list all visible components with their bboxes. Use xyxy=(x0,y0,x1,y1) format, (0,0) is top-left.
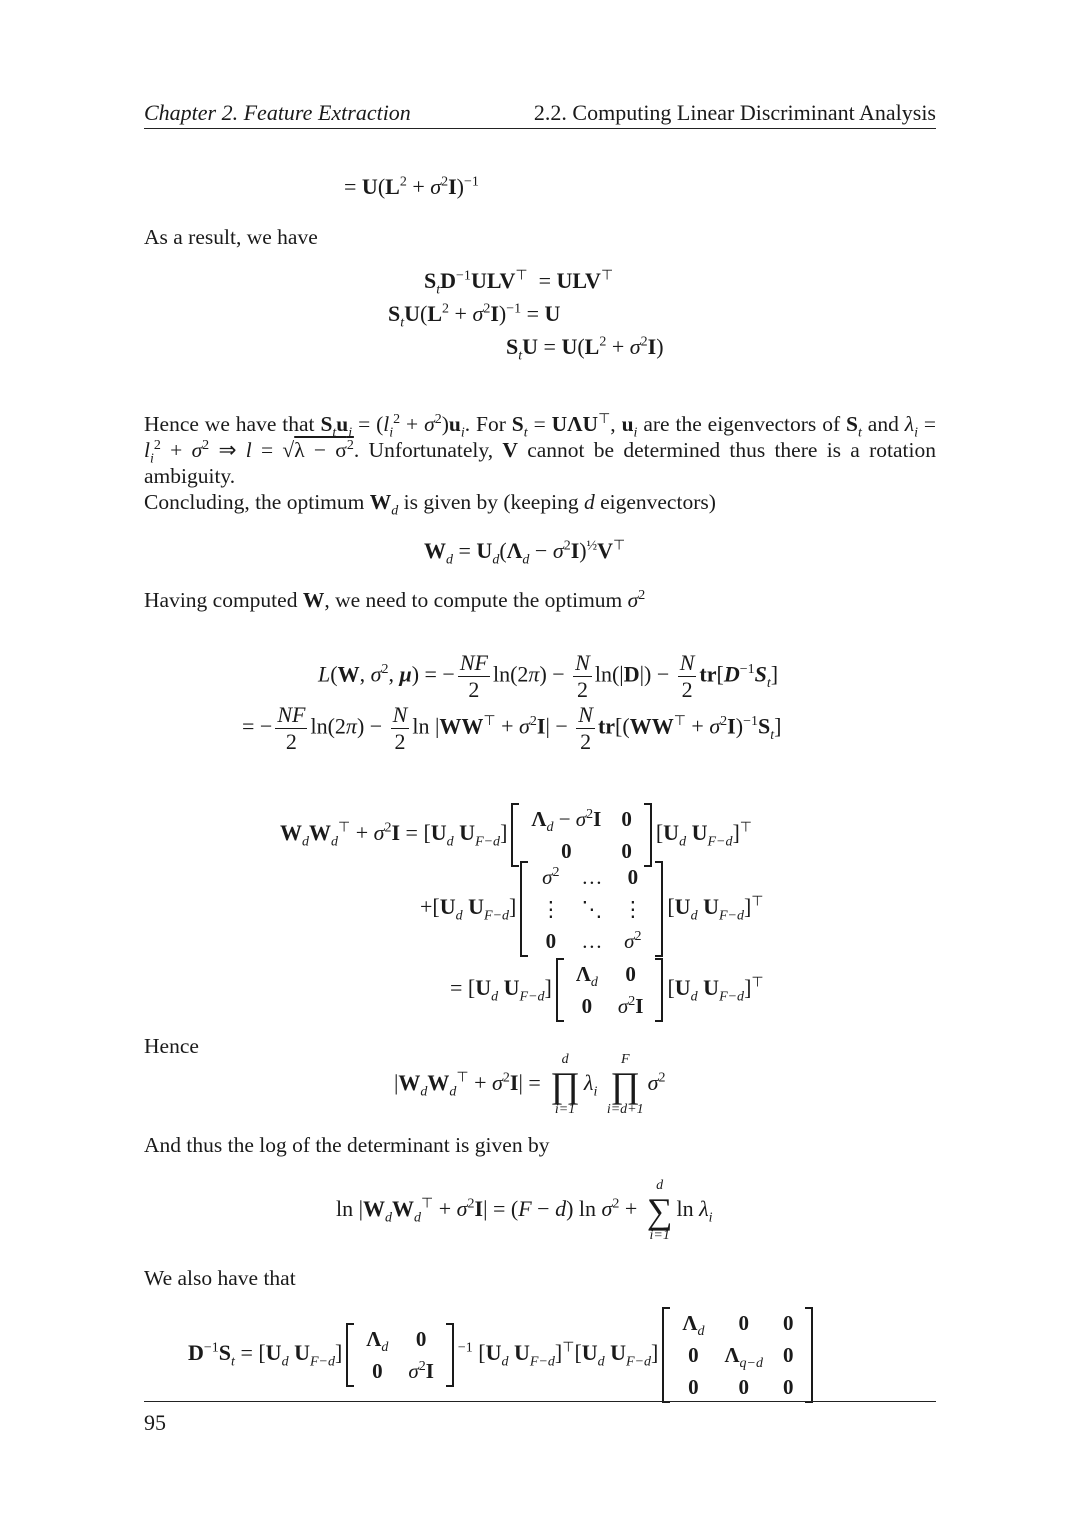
equation-dinv-st: $D^{-1}S_t = [U_d$ $U_{F-d}$] $\Lambda_d$ 0 0 $\sigma^2I$ $^{-1}$ [$U_d$ $U_{F-d}]^⊤[U_d$ $U_{F-d}$] $\Lambda_d$ 0 0 0 $\Lambda_{q-d}$ 0 0 0 0 xyxy=(188,1307,817,1403)
paragraph-log-det: And thus the log of the determinant is given by xyxy=(144,1133,550,1157)
matrix-block-2: $\sigma^2$ … 0 ⋮ ⋱ ⋮ 0 … $\sigma^2$ xyxy=(520,861,663,957)
matrix-block-4: $\Lambda_d$ 0 0 $\sigma^2I$ xyxy=(346,1323,454,1387)
paragraph-having-lead: Having computed xyxy=(144,588,298,612)
paragraph-eigen: Hence we have that $S_tu_i = (l_i^2 + \sigma^2)u_i$. For $S_t = U\Lambda U^⊤$, $u_i$ are the eigenvectors of $S_t$ and $\lambda_i = l_i^2 + \sigma^2$ ⇒ $l = √\lambda - \sigma^2$. Unfortunately, V cannot be determined thus there is a rotation ambiguity. Concluding, the optimum $W_d$ is given by (keeping d eigenvectors) xyxy=(144,411,936,519)
equation-wwt-3: = [$U_d$ $U_{F-d}$] $\Lambda_d$ 0 0 $\sigma^2I$ [$U_d$ $U_{F-d}]^⊤$ xyxy=(450,958,764,1022)
equation-aligned-1: $S_tD^{-1}ULV^⊤ = ULV^⊤$ xyxy=(424,268,614,298)
equation-likelihood-1: L(W, $\sigma^2$, μ) = − $\frac{NF}{2}$ ln(2π) − $\frac{N}{2}$ ln(|D|) − $\frac{N}{2}$ $tr[D^{-1}S_t]$ xyxy=(318,650,779,702)
matrix-block-5: $\Lambda_d$ 0 0 0 $\Lambda_{q-d}$ 0 0 0 0 xyxy=(662,1307,813,1403)
equation-aligned-2: $S_tU(L^2 + \sigma^2I)^{-1} = U$ xyxy=(388,301,561,331)
paragraph-having: Having computed W, we need to compute the optimum $\sigma^2$ xyxy=(144,587,646,612)
equation-aligned-3: $S_tU = U(L^2 + \sigma^2I)$ xyxy=(506,334,664,364)
header-rule xyxy=(144,128,936,129)
paragraph-as-result: As a result, we have xyxy=(144,225,318,249)
equation-wwt-2: $+[U_d$ $U_{F-d}$] $\sigma^2$ … 0 ⋮ ⋱ ⋮ 0 … $\sigma^2$ [$U_d$ $U_{F-d}]^⊤$ xyxy=(420,861,763,957)
running-header-section: 2.2. Computing Linear Discriminant Analysis xyxy=(533,100,936,125)
matrix-block-1: $\Lambda_d - \sigma^2I$ 0 0 0 xyxy=(511,803,651,867)
matrix-block-3: $\Lambda_d$ 0 0 $\sigma^2I$ xyxy=(556,958,664,1022)
equation-determinant: $|W_dW_d^⊤ + \sigma^2I|$ = d ∏ i=1 $\lambda_i$ F ∏ i=d+1 $\sigma^2$ xyxy=(394,1052,666,1117)
equation-wwt-1: $W_dW_d^⊤ + \sigma^2I = [U_d$ $U_{F-d}$] $\Lambda_d - \sigma^2I$ 0 0 0 [$U_d$ $U_{F-d}]^⊤$ xyxy=(280,803,752,867)
paragraph-concluding-lead: Concluding, the optimum xyxy=(144,490,365,514)
page-number: 95 xyxy=(144,1410,166,1435)
equation-log-determinant: $\ln |W_dW_d^⊤ + \sigma^2I| = (F - d)$ $\ln \sigma^2$ + d ∑ i=1 $\ln \lambda_i$ xyxy=(336,1178,713,1243)
running-header-chapter: Chapter 2. Feature Extraction xyxy=(144,100,411,125)
paragraph-eigen-lead: Hence we have that xyxy=(144,412,315,436)
footer-rule xyxy=(144,1401,936,1402)
equation-likelihood-2: = − $\frac{NF}{2}$ ln(2π) − $\frac{N}{2}$ $\ln |WW^⊤ + \sigma^2I|$ − $\frac{N}{2}$ $tr[(WW^⊤ + \sigma^2I)^{-1}S_t]$ xyxy=(242,702,782,754)
paragraph-also-have: We also have that xyxy=(144,1266,296,1290)
equation-continuation: = $U(L^2 + \sigma^2I)^{-1}$ xyxy=(344,174,479,199)
paragraph-hence: Hence xyxy=(144,1034,199,1058)
equation-wd: $W_d = U_d(\Lambda_d - \sigma^2I)^{\frac{1}{2}}V^⊤$ xyxy=(424,538,626,568)
